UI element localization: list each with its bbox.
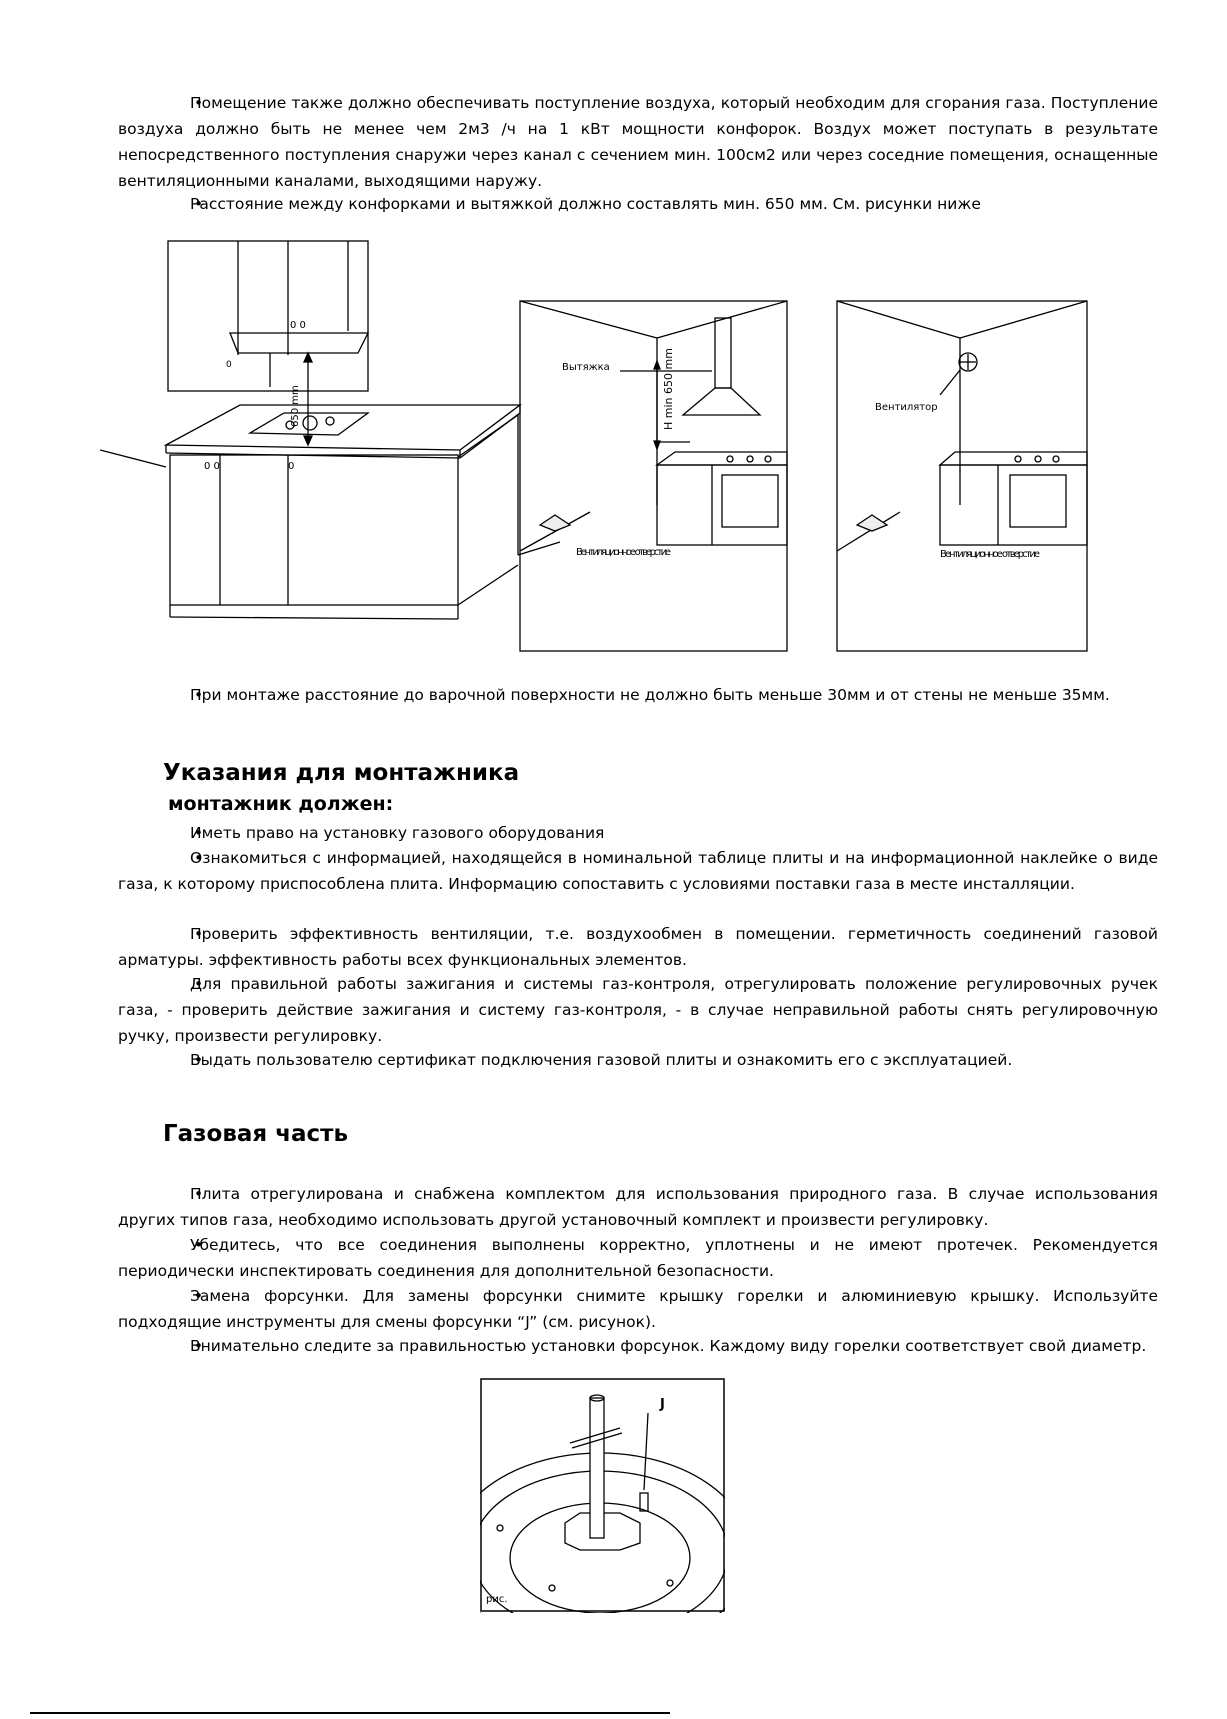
installer-bullet: • Иметь право на установку газового оборудования xyxy=(118,820,1158,846)
svg-text:0 0: 0 0 xyxy=(204,461,220,472)
hood-distance-bullet: • Расстояние между конфорками и вытяжкой должно составлять мин. 650 мм. См. рисунки ниже xyxy=(118,191,1158,217)
mount-distance-bullet: • При монтаже расстояние до варочной поверхности не должно быть меньше 30мм и от стены не меньше 35мм. xyxy=(118,682,1158,708)
installer-subheading: монтажник должен: xyxy=(168,793,394,815)
fan-vent-hole-label: Вентиляционное отверстие xyxy=(940,549,1040,560)
nozzle-j-label: J xyxy=(660,1397,665,1412)
fan-label: Вентилятор xyxy=(875,402,938,413)
installer-bullet: • Выдать пользователю сертификат подключения газовой плиты и ознакомить его с эксплуатацией. xyxy=(118,1047,1158,1073)
footer-divider xyxy=(30,1712,670,1714)
dimension-650-label: 650 mm xyxy=(290,385,301,427)
gas-bullet: • Замена форсунки. Для замены форсунки снимите крышку горелки и алюминиевую крышку. Используйте подходящие инструменты для смены форсунки “J” (см. рисунок). xyxy=(118,1283,1158,1335)
gas-bullet: • Внимательно следите за правильностью установки форсунок. Каждому виду горелки соответствует свой диаметр. xyxy=(118,1333,1158,1359)
svg-text:0 0: 0 0 xyxy=(290,320,306,331)
gas-bullet: • Убедитесь, что все соединения выполнены корректно, уплотнены и не имеют протечек. Рекомендуется периодически инспектировать соединения для дополнительной безопасности. xyxy=(118,1232,1158,1284)
svg-text:0: 0 xyxy=(288,461,295,472)
gas-bullet: • Плита отрегулирована и снабжена комплектом для использования природного газа. В случае использования других типов газа, необходимо использовать другой установочный комплект и произвести регулировку. xyxy=(118,1181,1158,1233)
kitchen-island-illustration xyxy=(100,241,560,619)
vent-hole-label: Вентиляционное отверстие xyxy=(576,547,671,558)
air-supply-bullet: • Помещение также должно обеспечивать поступление воздуха, который необходим для сгорания газа. Поступление воздуха должно быть не менее чем 2м3 /ч на 1 кВт мощности конфорок. Воздух может поступать в результате непосредственного поступления снаружи через канал с сечением мин. 100см2 или через соседние помещения, оснащенные вентиляционными каналами, выходящими наружу. xyxy=(118,90,1158,194)
figure-caption: рис. xyxy=(486,1594,508,1605)
installer-bullet: • Проверить эффективность вентиляции, т.е. воздухообмен в помещении. герметичность соединений газовой арматуры. эффективность работы всех функциональных элементов. xyxy=(118,921,1158,973)
installer-heading: Указания для монтажника xyxy=(163,760,520,786)
hood-label: Вытяжка xyxy=(562,362,610,373)
nozzle-figure xyxy=(480,1378,725,1613)
installation-figure xyxy=(100,235,1120,655)
fan-kitchen-illustration xyxy=(837,301,1087,651)
installer-bullet: • Ознакомиться с информацией, находящейся в номинальной таблице плиты и на информационной наклейке о виде газа, к которому приспособлена плита. Информацию сопоставить с условиями поставки газа в месте инсталляции. xyxy=(118,845,1158,897)
hood-dimension-label: H min 650 mm xyxy=(662,348,675,430)
gas-heading: Газовая часть xyxy=(163,1121,349,1147)
svg-text:0: 0 xyxy=(226,360,232,370)
installer-bullet: • Для правильной работы зажигания и системы газ-контроля, отрегулировать положение регулировочных ручек газа, - проверить действие зажигания и систему газ-контроля, - в случае неправильной работы снять регулировочную ручку, произвести регулировку. xyxy=(118,971,1158,1049)
hood-kitchen-illustration xyxy=(520,301,787,651)
